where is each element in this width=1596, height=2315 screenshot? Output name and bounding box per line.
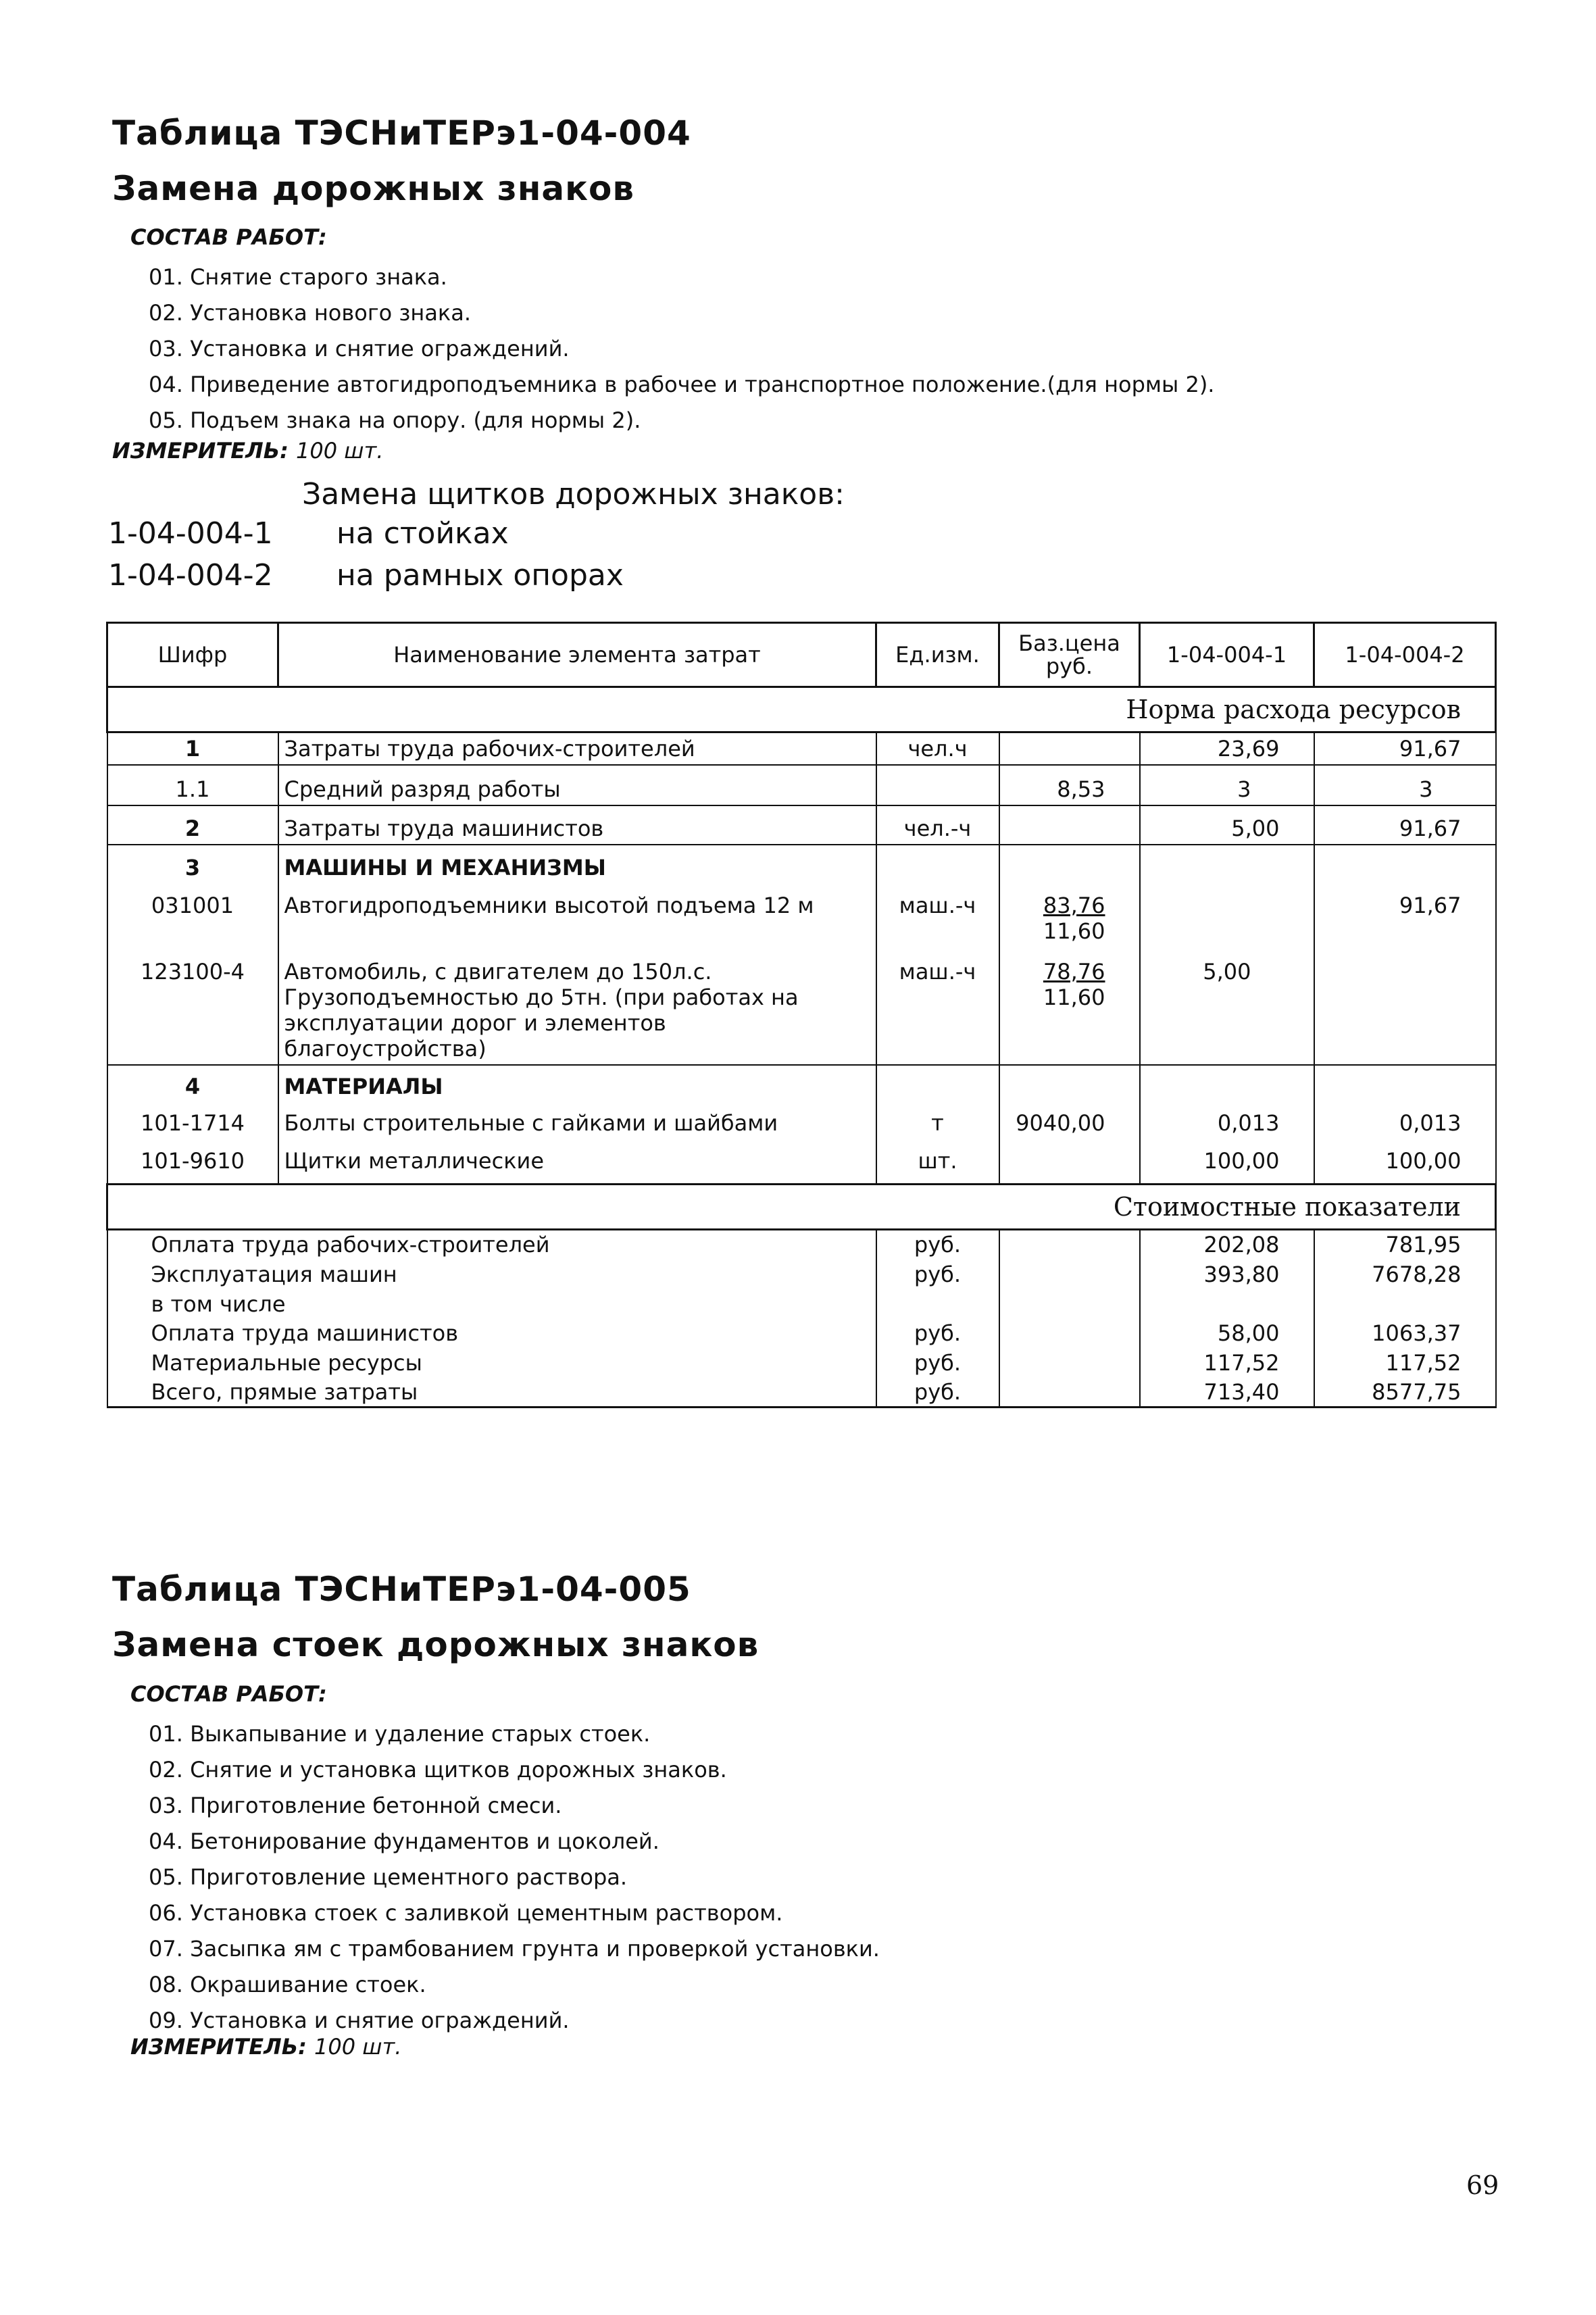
table1-title: Таблица ТЭСНиТЕРэ1-04-004 <box>112 114 691 153</box>
cell-price <box>999 732 1140 766</box>
cost-unit: руб. <box>876 1230 999 1260</box>
cost-row <box>107 1290 1496 1318</box>
price-top: 83,76 <box>1043 893 1105 918</box>
work-item: 05. Приготовление цементного раствора. <box>149 1864 628 1890</box>
table2-subtitle: Замена стоек дорожных знаков <box>112 1625 759 1664</box>
resource-table <box>106 622 1497 1408</box>
table-row <box>107 805 1496 845</box>
cell-name: Щитки металлические <box>278 1139 876 1185</box>
variant-name: на стойках <box>336 516 509 551</box>
variant-row <box>108 516 509 551</box>
cell-price: 9040,00 <box>999 1102 1140 1139</box>
cell-unit: шт. <box>876 1139 999 1185</box>
header-cell: Ед.изм. <box>876 623 999 687</box>
cell-v1 <box>1140 883 1314 956</box>
cell-v1: 5,00 <box>1140 956 1314 1065</box>
header-cell: 1-04-004-1 <box>1140 623 1314 687</box>
cost-v1: 393,80 <box>1140 1259 1314 1290</box>
table-header-row <box>107 623 1496 687</box>
measure-value: 100 шт. <box>296 438 384 464</box>
cost-v1: 713,40 <box>1140 1378 1314 1408</box>
table-row <box>107 1139 1496 1185</box>
cost-v2 <box>1314 1290 1496 1318</box>
cost-v2: 8577,75 <box>1314 1378 1496 1408</box>
cost-band: Стоимостные показатели <box>107 1185 1496 1230</box>
cell-unit: маш.-ч <box>876 956 999 1065</box>
cell-unit: т <box>876 1102 999 1139</box>
cell-unit: чел.-ч <box>876 805 999 845</box>
cost-v1: 202,08 <box>1140 1230 1314 1260</box>
table2-title: Таблица ТЭСНиТЕРэ1-04-005 <box>112 1570 691 1609</box>
measure-label: ИЗМЕРИТЕЛЬ: <box>130 2034 307 2060</box>
table1-subtitle: Замена дорожных знаков <box>112 169 635 208</box>
work-item: 05. Подъем знака на опору. (для нормы 2). <box>149 407 641 433</box>
price-bottom: 11,60 <box>1043 918 1105 944</box>
work-item: 04. Приведение автогидроподъемника в рабочее и транспортное положение.(для нормы 2). <box>149 372 1215 397</box>
cost-row <box>107 1348 1496 1378</box>
price-top: 78,76 <box>1043 959 1105 985</box>
cost-unit <box>876 1290 999 1318</box>
cell-v1: 0,013 <box>1140 1102 1314 1139</box>
table-row <box>107 732 1496 766</box>
cell-code: 4 <box>107 1065 278 1102</box>
cell-name: Автогидроподъемники высотой подъема 12 м <box>278 883 876 956</box>
cell-code: 1.1 <box>107 765 278 805</box>
work-item: 01. Снятие старого знака. <box>149 264 447 290</box>
table1-intro: Замена щитков дорожных знаков: <box>302 477 845 512</box>
cell-price <box>999 1139 1140 1185</box>
variant-name: на рамных опорах <box>336 558 624 593</box>
header-cell: Наименование элемента затрат <box>278 623 876 687</box>
variant-row <box>108 558 624 593</box>
cost-name: Оплата труда рабочих-строителей <box>107 1230 876 1260</box>
cost-name: Всего, прямые затраты <box>107 1378 876 1408</box>
cell-section-name: МАТЕРИАЛЫ <box>278 1065 876 1102</box>
work-item: 08. Окрашивание стоек. <box>149 1972 426 1997</box>
cell-v2: 3 <box>1314 765 1496 805</box>
cell-v2: 100,00 <box>1314 1139 1496 1185</box>
cell-v2: 91,67 <box>1314 883 1496 956</box>
cost-unit: руб. <box>876 1259 999 1290</box>
table2-work-list <box>149 1716 880 2039</box>
cell-code: 031001 <box>107 883 278 956</box>
work-item: 02. Снятие и установка щитков дорожных знаков. <box>149 1757 727 1783</box>
work-item: 01. Выкапывание и удаление старых стоек. <box>149 1721 651 1747</box>
cell-section-name: МАШИНЫ И МЕХАНИЗМЫ <box>278 845 876 883</box>
work-item: 03. Установка и снятие ограждений. <box>149 336 570 362</box>
cost-v1: 58,00 <box>1140 1318 1314 1348</box>
cell-v1: 100,00 <box>1140 1139 1314 1185</box>
cell-name: Автомобиль, с двигателем до 150л.с. Грузоподъемностью до 5тн. (при работах на эксплуатации дорог и элементов благоустройства) <box>278 956 876 1065</box>
table-row <box>107 1102 1496 1139</box>
cell-unit: маш.-ч <box>876 883 999 956</box>
cost-v1 <box>1140 1290 1314 1318</box>
cell-v2: 0,013 <box>1314 1102 1496 1139</box>
table1-work-list <box>149 259 1214 439</box>
cost-name: в том числе <box>107 1290 876 1318</box>
variant-code: 1-04-004-2 <box>108 558 273 593</box>
cell-code: 2 <box>107 805 278 845</box>
table-row-section <box>107 1065 1496 1102</box>
work-item: 09. Установка и снятие ограждений. <box>149 2008 570 2033</box>
work-item: 04. Бетонирование фундаментов и цоколей. <box>149 1828 659 1854</box>
cell-v1: 5,00 <box>1140 805 1314 845</box>
price-bottom: 11,60 <box>1043 985 1105 1010</box>
cell-code: 101-9610 <box>107 1139 278 1185</box>
cell-v2: 91,67 <box>1314 805 1496 845</box>
table2-work-label: СОСТАВ РАБОТ: <box>130 1681 327 1707</box>
cell-code: 101-1714 <box>107 1102 278 1139</box>
cost-row <box>107 1378 1496 1408</box>
header-cell: 1-04-004-2 <box>1314 623 1496 687</box>
cell-name: Затраты труда машинистов <box>278 805 876 845</box>
work-item: 07. Засыпка ям с трамбованием грунта и проверкой установки. <box>149 1936 880 1962</box>
measure-label: ИЗМЕРИТЕЛЬ: <box>112 438 289 464</box>
table1-work-label: СОСТАВ РАБОТ: <box>130 224 327 250</box>
cell-name: Болты строительные с гайками и шайбами <box>278 1102 876 1139</box>
cost-v2: 117,52 <box>1314 1348 1496 1378</box>
cost-row <box>107 1259 1496 1290</box>
cost-name: Эксплуатация машин <box>107 1259 876 1290</box>
cell-v2 <box>1314 956 1496 1065</box>
cell-name: Средний разряд работы <box>278 765 876 805</box>
cell-code: 3 <box>107 845 278 883</box>
cost-band-row <box>107 1185 1496 1230</box>
measure-value: 100 шт. <box>314 2034 402 2060</box>
cost-unit: руб. <box>876 1348 999 1378</box>
cell-price <box>999 883 1140 956</box>
cell-code: 123100-4 <box>107 956 278 1065</box>
cost-v2: 781,95 <box>1314 1230 1496 1260</box>
table1-measure <box>112 438 383 464</box>
cost-name: Материальные ресурсы <box>107 1348 876 1378</box>
cell-unit: чел.ч <box>876 732 999 766</box>
cost-unit: руб. <box>876 1378 999 1408</box>
cell-price: 8,53 <box>999 765 1140 805</box>
work-item: 02. Установка нового знака. <box>149 300 472 326</box>
norm-band: Норма расхода ресурсов <box>107 687 1496 732</box>
cell-v2: 91,67 <box>1314 732 1496 766</box>
work-item: 06. Установка стоек с заливкой цементным раствором. <box>149 1900 783 1926</box>
header-cell: Шифр <box>107 623 278 687</box>
cell-name: Затраты труда рабочих-строителей <box>278 732 876 766</box>
cell-price <box>999 805 1140 845</box>
table-row-section <box>107 845 1496 883</box>
table2-measure <box>130 2034 401 2060</box>
cost-v1: 117,52 <box>1140 1348 1314 1378</box>
cost-unit: руб. <box>876 1318 999 1348</box>
cell-price <box>999 956 1140 1065</box>
work-item: 03. Приготовление бетонной смеси. <box>149 1793 562 1818</box>
page-number: 69 <box>1466 2170 1499 2200</box>
cost-v2: 7678,28 <box>1314 1259 1496 1290</box>
cost-v2: 1063,37 <box>1314 1318 1496 1348</box>
cell-unit <box>876 765 999 805</box>
table-row <box>107 956 1496 1065</box>
norm-band-row <box>107 687 1496 732</box>
cell-v1: 23,69 <box>1140 732 1314 766</box>
header-cell: Баз.цена руб. <box>999 623 1140 687</box>
table-row <box>107 765 1496 805</box>
cost-name: Оплата труда машинистов <box>107 1318 876 1348</box>
cost-row <box>107 1230 1496 1260</box>
cell-code: 1 <box>107 732 278 766</box>
cell-v1: 3 <box>1140 765 1314 805</box>
variant-code: 1-04-004-1 <box>108 516 273 551</box>
table-row <box>107 883 1496 956</box>
cost-row <box>107 1318 1496 1348</box>
